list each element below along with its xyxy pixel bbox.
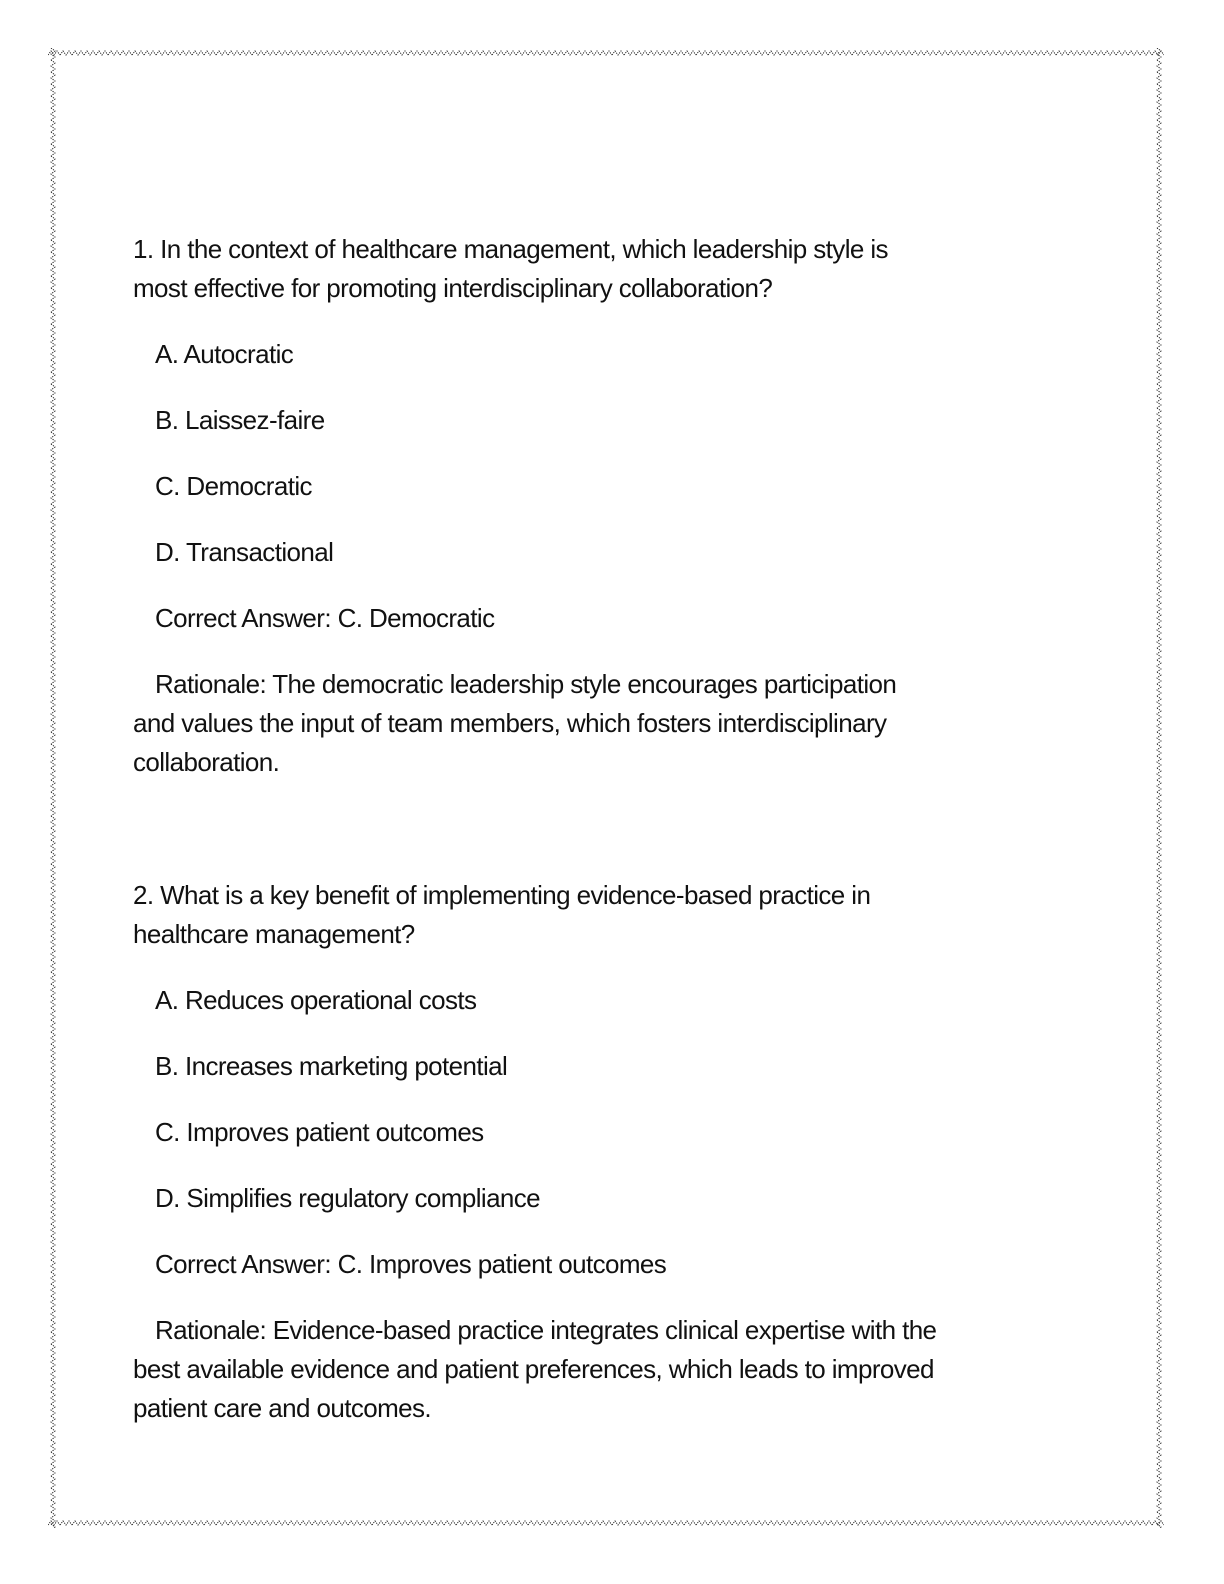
option-b: B. Increases marketing potential [155, 1051, 508, 1081]
question-1 [133, 230, 1093, 782]
question-stem-line: 2. What is a key benefit of implementing evidence-based practice in [133, 880, 871, 910]
rationale-line: Rationale: Evidence-based practice integrates clinical expertise with the [155, 1315, 937, 1345]
option-c: C. Improves patient outcomes [155, 1117, 484, 1147]
question-stem-line: healthcare management? [133, 919, 415, 949]
option-c: C. Democratic [155, 471, 312, 501]
border-bottom-zigzag [48, 1518, 1164, 1528]
option-d: D. Simplifies regulatory compliance [155, 1183, 541, 1213]
border-top-zigzag [48, 48, 1164, 58]
question-2 [133, 876, 1093, 1428]
correct-answer: Correct Answer: C. Improves patient outcomes [155, 1249, 667, 1279]
border-right-zigzag [1154, 48, 1164, 1528]
option-a: A. Autocratic [155, 339, 294, 369]
rationale [133, 665, 1093, 782]
rationale [133, 1311, 1093, 1428]
option-a: A. Reduces operational costs [155, 985, 477, 1015]
rationale-line: and values the input of team members, which fosters interdisciplinary [133, 708, 887, 738]
question-stem-line: 1. In the context of healthcare management, which leadership style is [133, 234, 888, 264]
rationale-line: collaboration. [133, 747, 280, 777]
option-d: D. Transactional [155, 537, 334, 567]
correct-answer: Correct Answer: C. Democratic [155, 603, 495, 633]
rationale-line: Rationale: The democratic leadership style encourages participation [155, 669, 897, 699]
question-stem-line: most effective for promoting interdisciplinary collaboration? [133, 273, 773, 303]
rationale-line: patient care and outcomes. [133, 1393, 432, 1423]
rationale-line: best available evidence and patient preferences, which leads to improved [133, 1354, 934, 1384]
option-b: B. Laissez-faire [155, 405, 325, 435]
border-left-zigzag [48, 48, 58, 1528]
